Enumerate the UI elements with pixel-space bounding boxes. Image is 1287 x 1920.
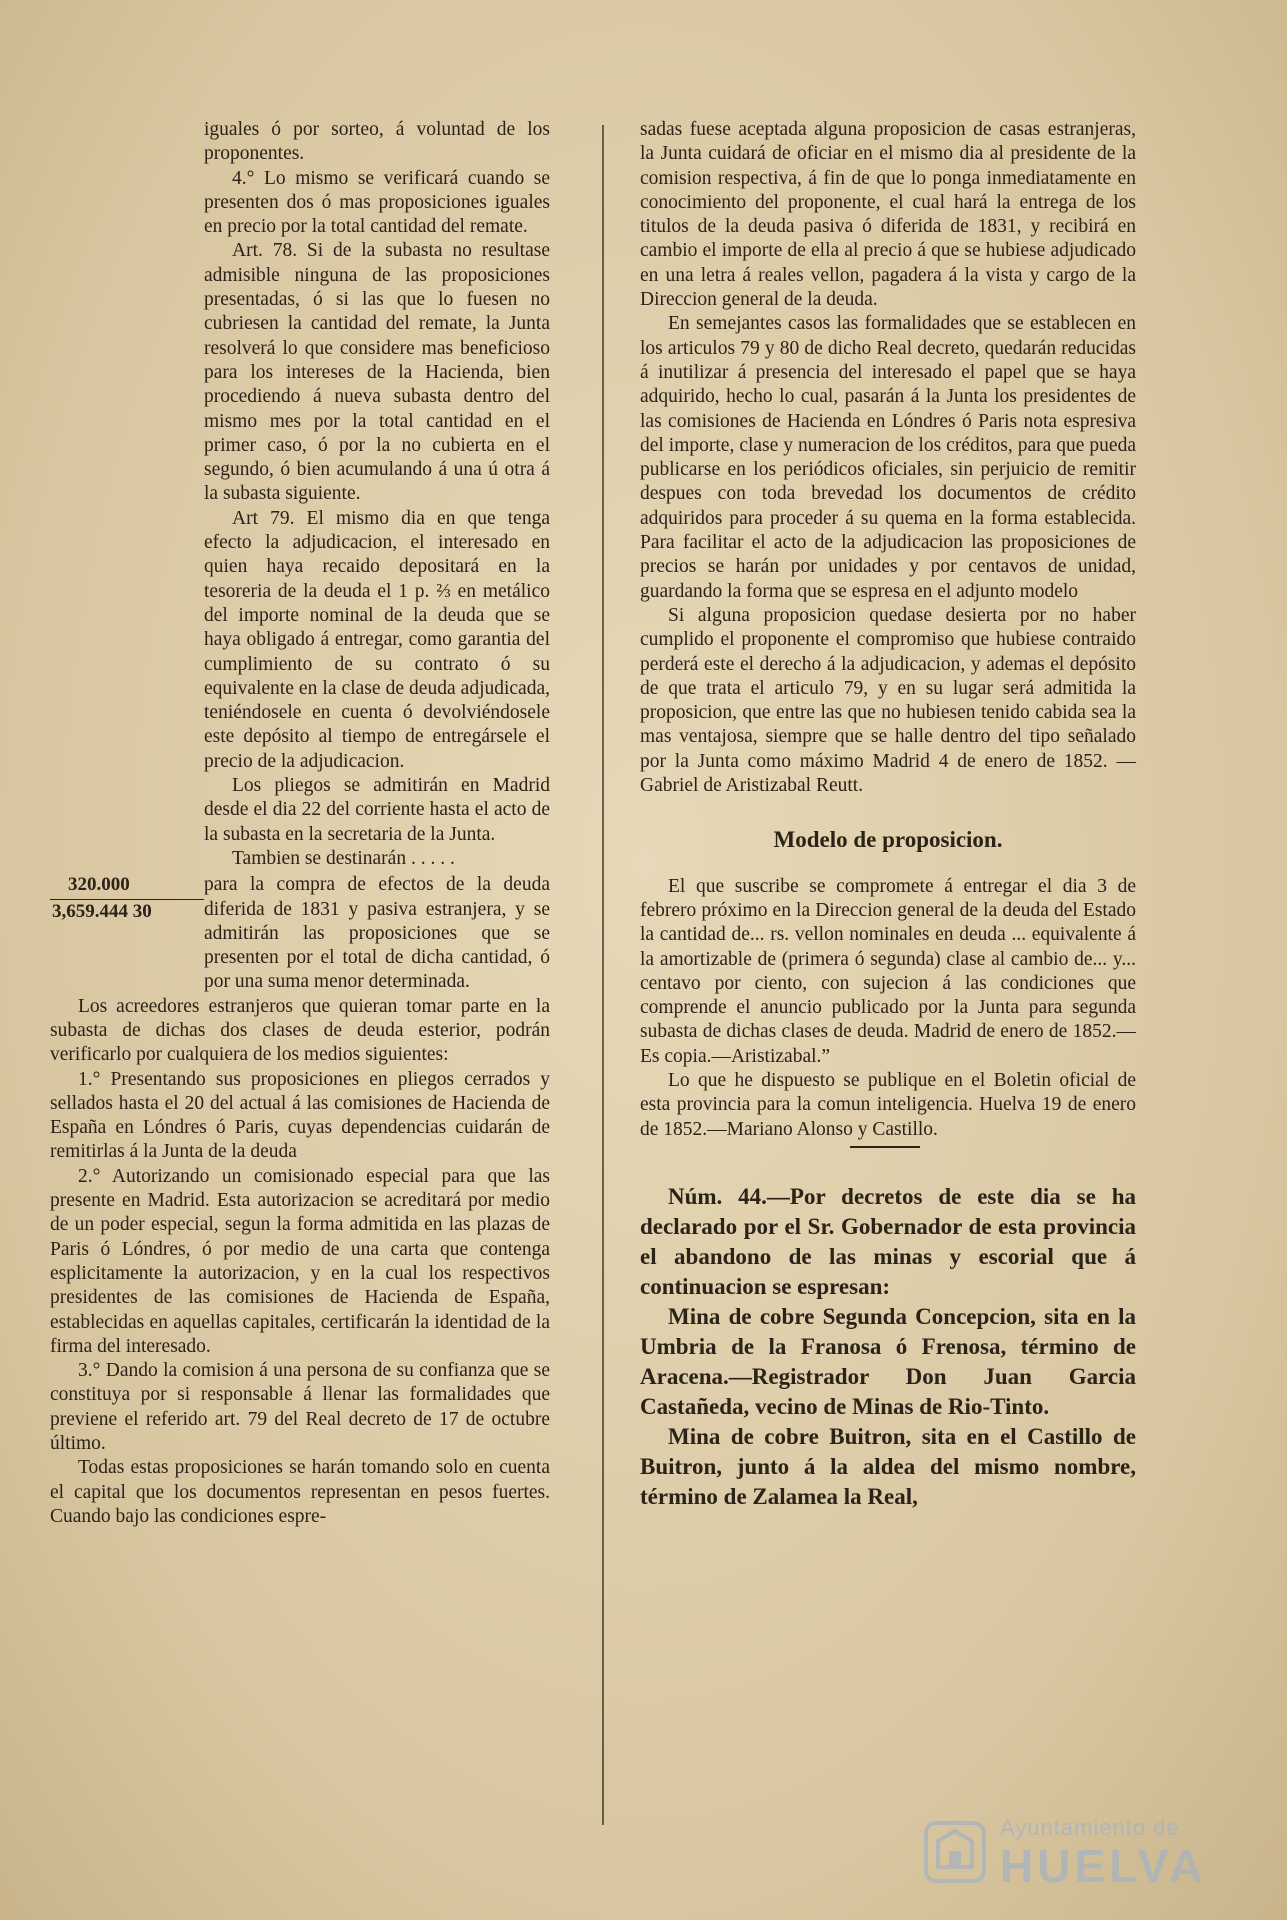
paragraph: En semejantes casos las formalidades que se establecen en los articulos 79 y 80 de dicho Real decreto, quedarán reducidas á inutilizar á presencia del interesado el papel que se haya adquirido, hecho lo cual, pasarán á la Junta los presidentes de las comisiones de Hacienda en Lóndres ó Paris nota espresiva del importe, clase y numeracion de los créditos, para que pueda publicarse en los periódicos oficiales, sin perjuicio de remitir despues con toda brevedad los documentos de crédito adquiridos para proceder á su quema en la forma establecida. Para facilitar el acto de la adjudicacion las proposiciones de precios se harán por unidades y por centavos de unidad, guardando la forma que se espresa en el adjunto modelo <box>640 313 1136 602</box>
column-divider <box>602 125 604 1825</box>
mine-entry: Mina de cobre Segunda Concepcion, sita en la Umbria de la Franosa ó Frenosa, término de Aracena.—Registrador Don Juan Garcia Castañeda, vecino de Minas de Rio-Tinto. <box>640 1303 1136 1419</box>
mine-entry: Mina de cobre Buitron, sita en el Castillo de Buitron, junto á la aldea del mismo nombre, término de Zalamea la Real, <box>640 1423 1136 1509</box>
divider-rule <box>850 1146 920 1148</box>
paragraph: 2.° Autorizando un comisionado especial para que las presente en Madrid. Esta autorizacion se acreditará por medio de un poder especial, segun la forma admitida en las plazas de Paris ó Lóndres, ó por medio de una carta que contenga esplicitamente la autorizacion, y en la cual los respectivos presidentes de las comisiones de Hacienda de España, establecidas en aquellas capitales, certificarán la identidad de la firma del interesado. <box>50 1165 550 1357</box>
article-79: Art 79. El mismo dia en que tenga efecto la adjudicacion, el interesado en quien haya recaido depositará en la tesoreria de la deuda el 1 p. ⅔ en metálico del importe nominal de la deuda que se haya obligado á entregar, como garantia del cumplimiento de su contrato ó su equivalente en la clase de deuda adjudicada, teniéndosele en cuenta ó devolviéndosele este depósito al tiempo de entregársele el precio de la adjudicacion. <box>204 507 550 772</box>
amounts-figures <box>50 873 204 924</box>
amounts-block <box>50 873 550 994</box>
paragraph: Tambien se destinarán . . . . . <box>232 847 455 869</box>
paragraph: Lo que he dispuesto se publique en el Boletin oficial de esta provincia para la comun inteligencia. Huelva 19 de enero de 1852.—Mariano Alonso y Castillo. <box>640 1069 1136 1140</box>
left-column <box>50 118 550 1529</box>
notice-number-44: Núm. 44.—Por decretos de este dia se ha declarado por el Sr. Gobernador de esta provincia el abandono de las minas y escorial que á continuacion se espresan: <box>640 1183 1136 1299</box>
watermark <box>920 1805 1260 1895</box>
paragraph: Todas estas proposiciones se harán tomando solo en cuenta el capital que los documentos representan en pesos fuertes. Cuando bajo las condiciones espre- <box>50 1457 550 1527</box>
paragraph: Los pliegos se admitirán en Madrid desde el dia 22 del corriente hasta el acto de la subasta en la secretaria de la Junta. <box>204 775 550 845</box>
watermark-title: HUELVA <box>1000 1840 1207 1892</box>
paragraph: para la compra de efectos de la deuda diferida de 1831 y pasiva estranjera, y se admitirán las proposiciones que se presenten por el total de dicha cantidad, ó por una suma menor determinada. <box>204 874 550 993</box>
paragraph: Si alguna proposicion quedase desierta por no haber cumplido el proponente el compromiso que hubiese contraido perderá este el derecho á la adjudicacion, y ademas el depósito de que trata el articulo 79, y en su lugar será admitida la proposicion, que entre las que no hubiesen tenido cabida sea la mas ventajosa, siempre que se halle dentro del tipo señalado por la Junta como máximo Madrid 4 de enero de 1852. —Gabriel de Aristizabal Reutt. <box>640 604 1136 797</box>
paragraph: 3.° Dando la comision á una persona de su confianza que se constituya por si responsable á llenar las formalidades que previene el referido art. 79 del Real decreto de 17 de octubre último. <box>50 1360 550 1455</box>
amount-total: 3,659.444 30 <box>50 899 204 924</box>
city-seal-icon <box>920 1817 990 1887</box>
amount-value: 320.000 <box>68 874 130 896</box>
paragraph: Los acreedores estranjeros que quieran tomar parte en la subasta de dichas dos clases de deuda esterior, podrán verificarlo por cualquiera de los medios siguientes: <box>50 995 550 1066</box>
article-78: Art. 78. Si de la subasta no resultase admisible ninguna de las proposiciones presentadas, ó si las que lo fuesen no cubriesen la cantidad del remate, la Junta resolverá lo que considere mas beneficioso para los intereses de la Hacienda, bien procediendo á nueva subasta dentro del mismo mes por la total cantidad en el primer caso, ó por la no cubierta en el segundo, ó bien acumulando á una ú otra á la subasta siguiente. <box>204 240 550 505</box>
section-heading: Modelo de proposicion. <box>773 827 1003 853</box>
model-text: El que suscribe se compromete á entregar el dia 3 de febrero próximo en la Direccion general de la deuda del Estado la cantidad de... rs. vellon nominales en deuda ... equivalente á la amortizable de (primera ó segunda) clase al cambio de... y... centavo por ciento, con sujecion á las condiciones que comprende el anuncio publicado por la Junta para segunda subasta de dichas clases de deuda. Madrid de enero de 1852.—Es copia.—Aristizabal.” <box>640 875 1136 1067</box>
paragraph: iguales ó por sorteo, á voluntad de los proponentes. <box>204 119 550 165</box>
watermark-subtitle: Ayuntamiento de <box>1000 1815 1180 1840</box>
paragraph: 1.° Presentando sus proposiciones en pliegos cerrados y sellados hasta el 20 del actual á las comisiones de Hacienda de España en Lóndres ó Paris, cuyas dependencias cuidarán de remitirlas á la Junta de la deuda <box>50 1068 550 1163</box>
paragraph: sadas fuese aceptada alguna proposicion de casas estranjeras, la Junta cuidará de oficiar en el mismo dia al presidente de la comision respectiva, á fin de que lo ponga inmediatamente en conocimiento del proponente, el cual hará la entrega de los titulos de la deuda pasiva ó diferida de 1831, y recibirá en cambio el importe de ella al precio á que se hubiese adjudicado en una letra á reales vellon, pagadera á la vista y cargo de la Direccion general de la deuda. <box>640 119 1136 311</box>
right-column <box>640 118 1136 1512</box>
paragraph: 4.° Lo mismo se verificará cuando se presenten dos ó mas proposiciones iguales en precio por la total cantidad del remate. <box>204 167 550 238</box>
